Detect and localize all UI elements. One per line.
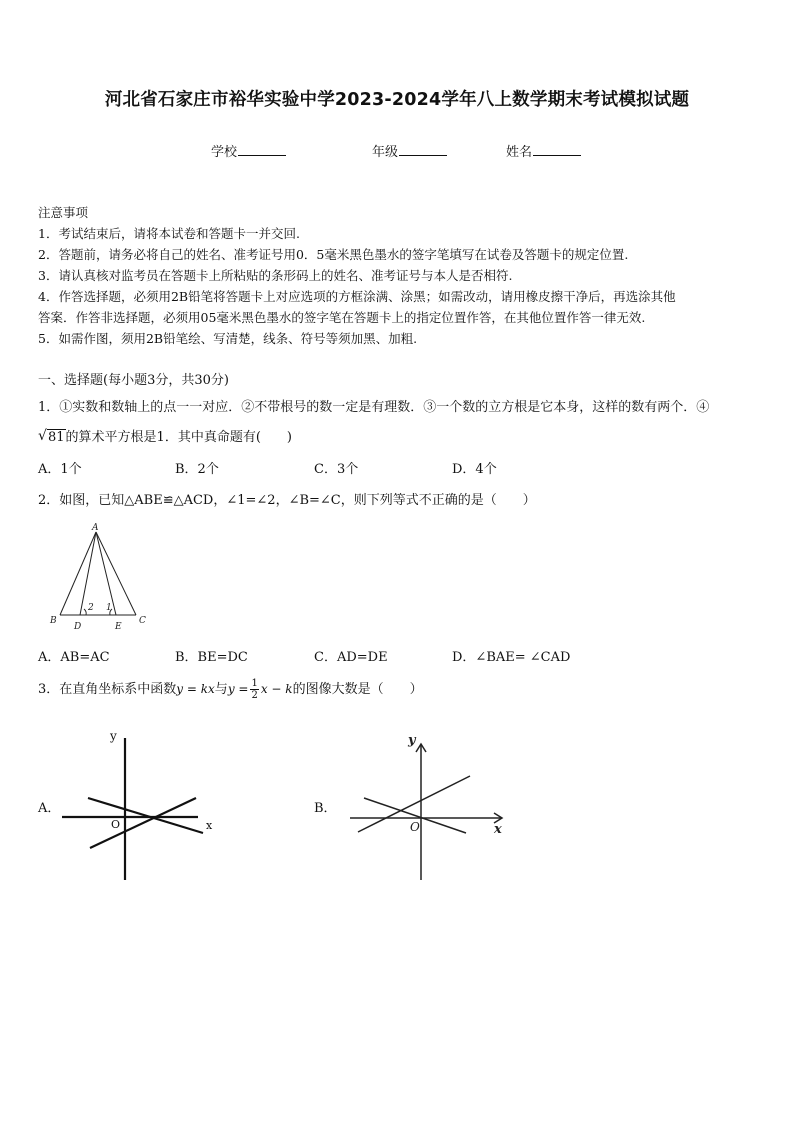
q2-option-a[interactable]: A．AB=AC: [38, 650, 110, 665]
q2-option-d[interactable]: D．∠BAE= ∠CAD: [452, 650, 571, 665]
note-item: 答案．作答非选择题，必须用05毫米黑色墨水的签字笔在答题卡上的指定位置作答，在其他位置作答一律无效.: [38, 310, 646, 325]
school-field: [211, 141, 286, 160]
y-axis-label: y: [408, 733, 416, 748]
school-label: 学校: [211, 145, 238, 160]
question-1-line1: 1．①实数和数轴上的点一一对应．②不带根号的数一定是有理数．③一个数的立方根是它本身，这样的数有两个．④: [38, 400, 710, 415]
q1-option-d[interactable]: D．4个: [452, 462, 497, 477]
fraction-denominator: 2: [251, 690, 258, 701]
angle-2-arc: [84, 609, 86, 615]
question-3: [38, 674, 423, 705]
x-axis-label: x: [494, 822, 502, 837]
grade-blank: [399, 143, 447, 156]
note-item: 3．请认真核对监考员在答题卡上所粘贴的条形码上的姓名、准考证号与本人是否相符.: [38, 268, 513, 283]
note-item: 1．考试结束后，请将本试卷和答题卡一并交回.: [38, 226, 300, 241]
q1-option-a[interactable]: A．1个: [38, 462, 82, 477]
origin-label: O: [111, 818, 121, 831]
graph-b: [344, 730, 514, 882]
line-2: [90, 798, 196, 848]
formula-2-left: y =: [227, 682, 249, 696]
label-angle-2: 2: [88, 603, 94, 613]
q1-option-b[interactable]: B．2个: [175, 462, 219, 477]
name-blank: [533, 143, 581, 156]
sqrt-sign: √: [38, 428, 47, 444]
segment-ac: [96, 532, 136, 615]
page-title: 河北省石家庄市裕华实验中学2023-2024学年八上数学期末考试模拟试题: [104, 90, 690, 110]
label-d: D: [74, 622, 82, 632]
fraction-numerator: 1: [251, 678, 258, 689]
x-axis-label: x: [206, 819, 213, 832]
note-item: 5．如需作图，须用2B铅笔绘、写清楚，线条、符号等须加黑、加粗.: [38, 331, 418, 346]
graph-a: [58, 728, 218, 884]
question-2: 2．如图，已知△ABE≌△ACD，∠1=∠2，∠B=∠C，则下列等式不正确的是（ ）: [38, 493, 536, 508]
question-3-prefix: 3．在直角坐标系中函数: [38, 682, 177, 697]
label-angle-1: 1: [106, 603, 112, 613]
question-1-line2: [38, 426, 292, 445]
notes-heading: 注意事项: [38, 205, 89, 220]
note-item: 2．答题前，请务必将自己的姓名、准考证号用0．5毫米黑色墨水的签字笔填写在试卷及答题卡的规定位置.: [38, 247, 629, 262]
name-label: 姓名: [506, 145, 533, 160]
y-axis-label: y: [110, 729, 117, 743]
label-c: C: [139, 616, 146, 626]
section-heading: 一、选择题(每小题3分，共30分): [38, 373, 229, 388]
triangle-figure: [44, 522, 159, 634]
radicand: 81: [48, 430, 65, 445]
label-e: E: [115, 622, 122, 632]
question-1-text: 的算术平方根是1．其中真命题有( ): [65, 430, 292, 445]
question-3-suffix: 的图像大数是（ ）: [292, 682, 423, 697]
school-blank: [238, 143, 286, 156]
grade-label: 年级: [372, 145, 399, 160]
formula-1: y = kx: [176, 682, 215, 696]
q1-option-c[interactable]: C．3个: [314, 462, 359, 477]
sqrt-expression: [38, 430, 66, 445]
formula-2-right: x − k: [260, 682, 293, 696]
origin-label: O: [410, 820, 420, 834]
q3-option-b[interactable]: B．: [314, 801, 337, 816]
name-field: [506, 141, 581, 160]
note-item: 4．作答选择题，必须用2B铅笔将答题卡上对应选项的方框涂满、涂黑；如需改动，请用橡皮擦干净后，再选涂其他: [38, 289, 676, 304]
q2-option-b[interactable]: B．BE=DC: [175, 650, 248, 665]
q3-option-a[interactable]: A．: [38, 801, 61, 816]
label-b: B: [50, 616, 57, 626]
fraction: [250, 678, 258, 701]
grade-field: [372, 141, 447, 160]
q2-option-c[interactable]: C．AD=DE: [314, 650, 388, 665]
label-a: A: [92, 523, 99, 533]
question-3-mid: 与: [214, 682, 228, 697]
